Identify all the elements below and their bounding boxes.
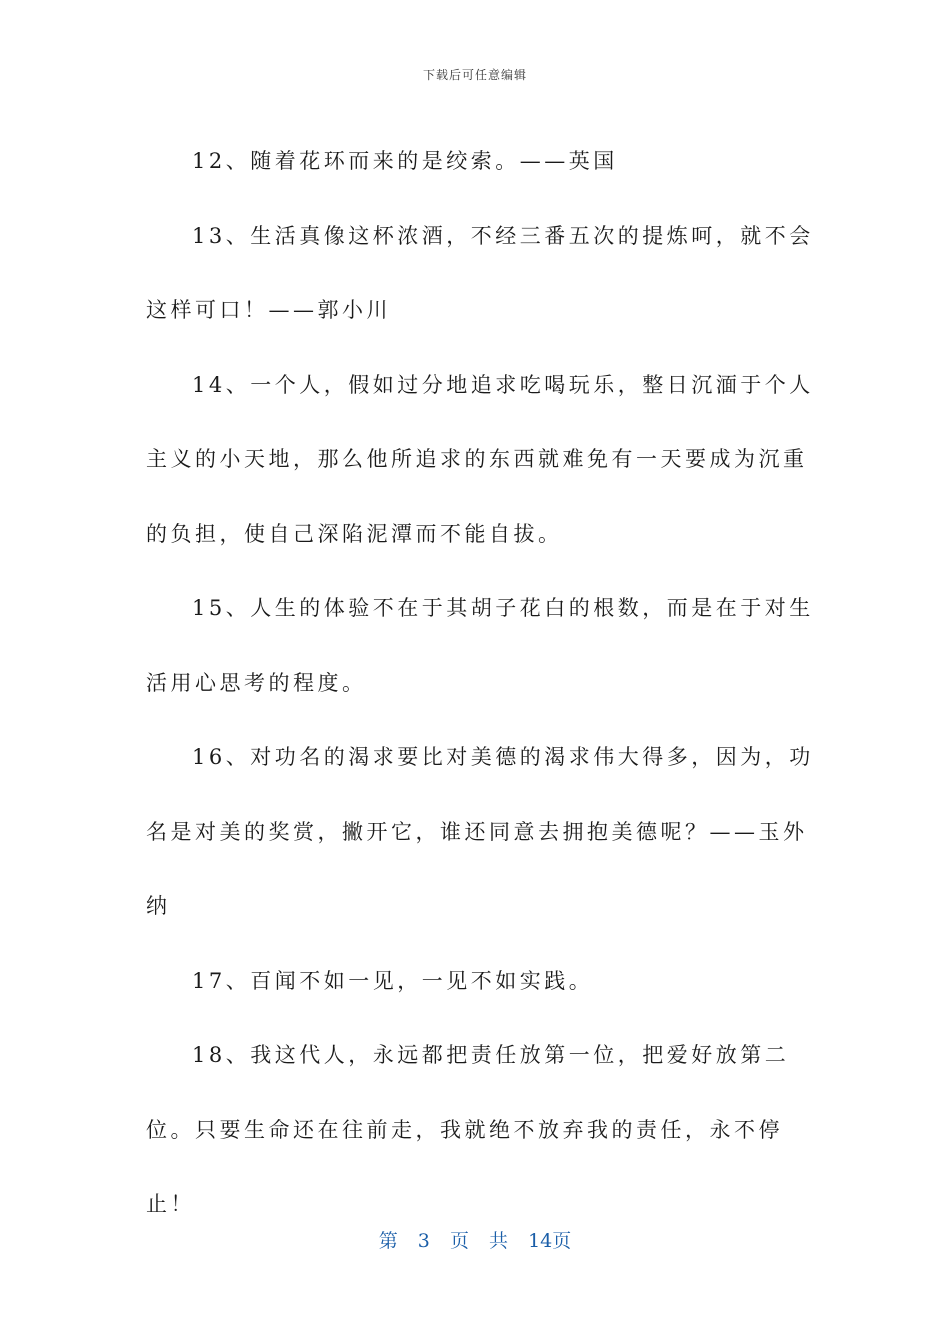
quote-paragraph-14: 14、一个人，假如过分地追求吃喝玩乐，整日沉湎于个人主义的小天地，那么他所追求的东西就难免有一天要成为沉重的负担，使自己深陷泥潭而不能自拔。 xyxy=(146,372,814,546)
quote-paragraph-13: 13、生活真像这杯浓酒，不经三番五次的提炼呵，就不会这样可口！——郭小川 xyxy=(146,223,814,322)
quote-paragraph-16: 16、对功名的渴求要比对美德的渴求伟大得多，因为，功名是对美的奖赏，撇开它，谁还同意去拥抱美德呢？——玉外纳 xyxy=(146,745,814,918)
quote-paragraph-12: 12、随着花环而来的是绞索。——英国 xyxy=(192,149,618,173)
quote-paragraph-15: 15、人生的体验不在于其胡子花白的根数，而是在于对生活用心思考的程度。 xyxy=(146,596,814,695)
footer-total-pages: 14页 xyxy=(528,1230,572,1252)
quote-paragraph-17: 17、百闻不如一见，一见不如实践。 xyxy=(192,968,594,993)
footer-current-page: 3 xyxy=(417,1230,430,1252)
footer-label-di: 第 xyxy=(378,1230,398,1252)
document-body xyxy=(146,124,814,1242)
footer-label-gong: 共 xyxy=(489,1230,509,1252)
header-note: 下载后可任意编辑 xyxy=(422,68,527,82)
quote-paragraph-18: 18、我这代人，永远都把责任放第一位，把爱好放第二位。只要生命还在往前走，我就绝不放弃我的责任，永不停止！ xyxy=(146,1043,790,1216)
page-footer xyxy=(0,1226,950,1253)
footer-label-ye: 页 xyxy=(449,1230,469,1252)
